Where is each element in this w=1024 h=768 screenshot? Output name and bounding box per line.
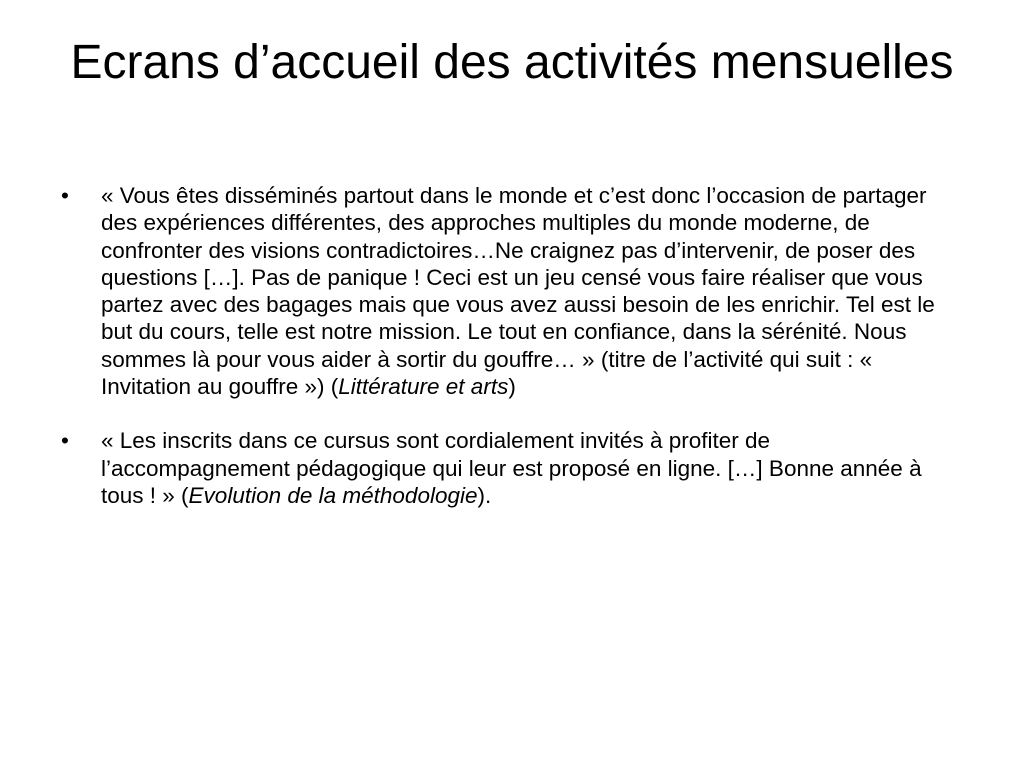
bullet-list — [55, 182, 965, 509]
bullet-icon: • — [61, 183, 69, 208]
bullet-text — [101, 427, 965, 509]
quote-text: « Vous êtes disséminés partout dans le monde et c’est donc l’occasion de partager des expériences différentes, des approches multiples du monde moderne, de confronter des visions contradictoires…Ne craignez pas d’intervenir, de poser des questions […]. Pas de panique ! Ceci est un jeu censé vous faire réaliser que vous partez avec des bagages mais que vous avez aussi besoin de les enrichir. Tel est le but du cours, telle est notre mission. Le tout en confiance, dans la sérénité. Nous sommes là pour vous aider à sortir du gouffre… » (titre de l’activité qui suit : « Invitation au gouffre ») ( — [101, 183, 935, 400]
activity-source: Evolution de la méthodologie — [188, 482, 478, 508]
closing-punctuation: ) — [508, 374, 516, 400]
closing-punctuation: ). — [477, 482, 492, 508]
bullet-text — [101, 182, 965, 400]
bullet-item — [55, 427, 965, 509]
quote-text: « Les inscrits dans ce cursus sont cordialement invités à profiter de l’accompagnement pédagogique qui leur est proposé en ligne. […] Bonne année à tous ! » ( — [101, 428, 922, 508]
bullet-icon: • — [61, 428, 69, 454]
bullet-item — [55, 182, 965, 400]
activity-source: Littérature et arts — [338, 374, 509, 400]
slide-title: Ecrans d’accueil des activités mensuelles — [70, 36, 954, 89]
